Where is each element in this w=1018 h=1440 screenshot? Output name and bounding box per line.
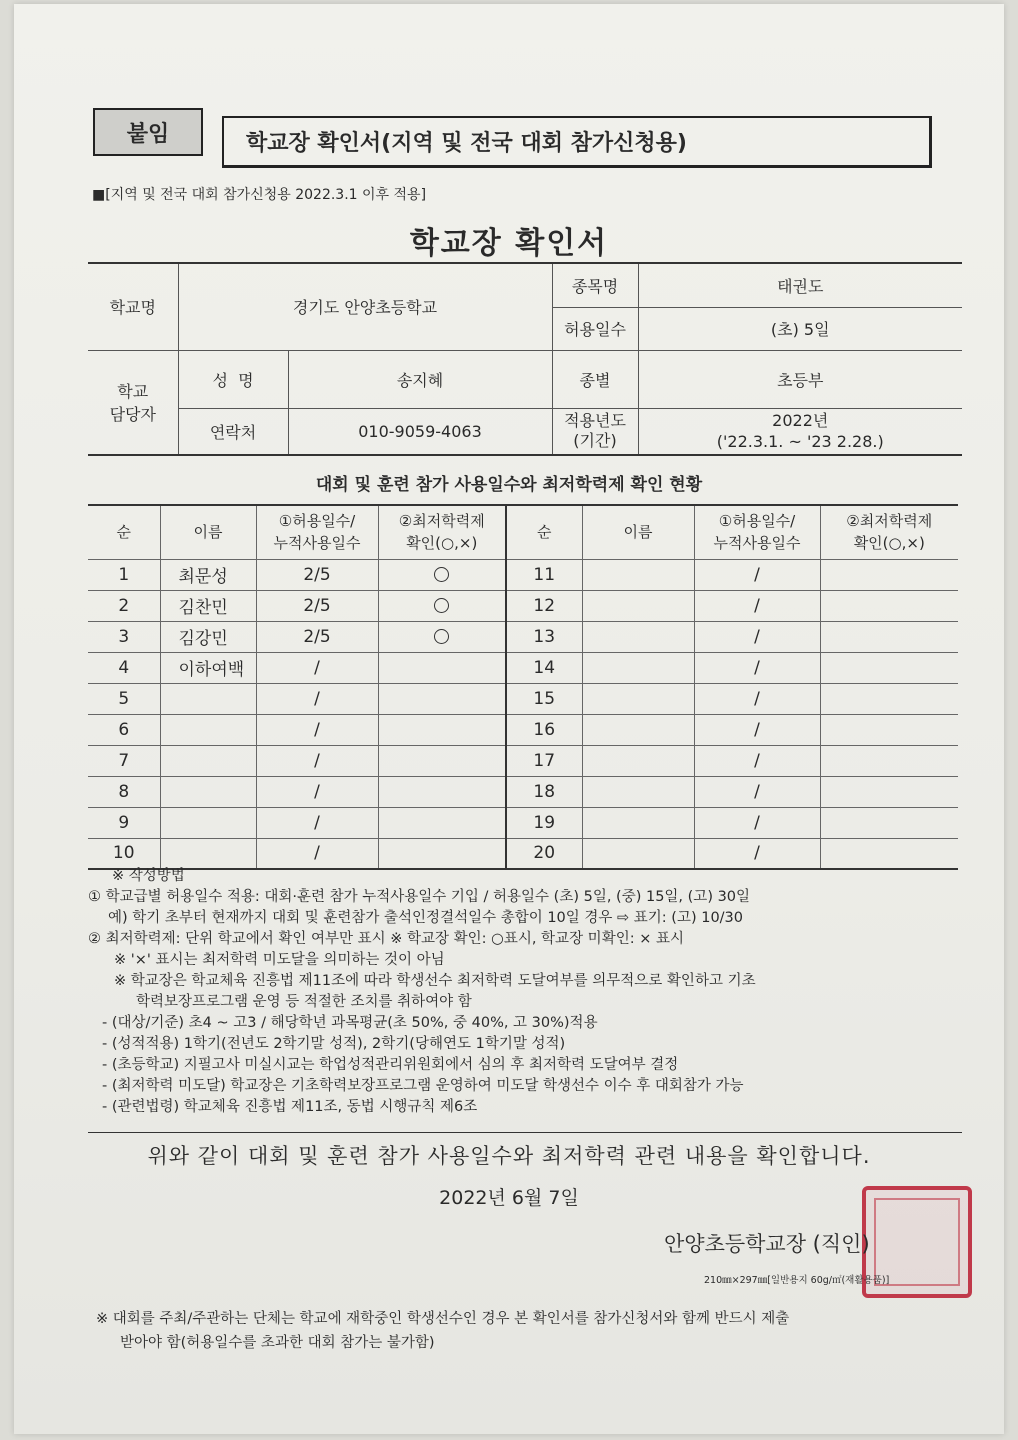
row-no: 3 [88, 621, 160, 652]
row-name: 최문성 [160, 559, 256, 590]
row-no: 6 [88, 714, 160, 745]
year-label-line1: 적용년도 [564, 411, 626, 431]
header-check-right-1: ②최저학력제 [846, 512, 933, 531]
manager-label-line2: 담당자 [109, 405, 156, 425]
row-check [820, 652, 958, 683]
row-days: / [256, 807, 378, 838]
manager-label [88, 350, 178, 455]
instruction-4b: 학력보장프로그램 운영 등 적절한 조치를 취하여야 함 [136, 994, 472, 1010]
row-days: / [694, 559, 820, 590]
row-days: / [694, 590, 820, 621]
instruction-4a: ※ 학교장은 학교체육 진흥법 제11조에 따라 학생선수 최저학력 도달여부를 의무적으로 확인하고 기초 [114, 973, 756, 989]
row-check [378, 745, 506, 776]
header-check-left-1: ②최저학력제 [398, 512, 485, 531]
row-no: 9 [88, 807, 160, 838]
principal-signature: 안양초등학교장 (직인) [664, 1232, 870, 1256]
row-days: / [694, 621, 820, 652]
divider [88, 1132, 962, 1133]
row-days: / [256, 838, 378, 869]
row-name [582, 590, 694, 621]
table-row [88, 745, 958, 776]
row-no: 19 [506, 807, 582, 838]
event-label: 종목명 [552, 263, 638, 307]
footer-note [96, 1307, 956, 1355]
paper-spec: 210㎜×297㎜[일반용지 60g/㎡(재활용품)] [704, 1275, 890, 1286]
row-check [378, 714, 506, 745]
header-check-left [378, 505, 506, 559]
header-no-right: 순 [506, 505, 582, 559]
detail-4: - (최저학력 미도달) 학교장은 기초학력보장프로그램 운영하여 미도달 학생선수 이수 후 대회참가 가능 [102, 1078, 744, 1094]
info-table [88, 262, 962, 456]
table-row [88, 559, 958, 590]
row-days: 2/5 [256, 621, 378, 652]
row-check [378, 683, 506, 714]
status-table [88, 504, 958, 870]
row-days: / [256, 745, 378, 776]
row-days: / [256, 714, 378, 745]
instruction-1b: 예) 학기 초부터 현재까지 대회 및 훈련참가 출석인정결석일수 총합이 10일 경우 ⇨ 표기: (고) 10/30 [108, 910, 744, 926]
header-days-left-2: 누적사용일수 [273, 534, 361, 553]
instructions-heading: ※ 작성방법 [112, 868, 185, 884]
row-check [378, 590, 506, 621]
header-days-right-1: ①허용일수/ [718, 512, 796, 531]
confirmation-statement: 위와 같이 대회 및 훈련 참가 사용일수와 최저학력 관련 내용을 확인합니다. [147, 1144, 871, 1168]
row-no: 8 [88, 776, 160, 807]
row-name [160, 807, 256, 838]
header-check-left-2: 확인(○,×) [406, 534, 478, 553]
row-no: 15 [506, 683, 582, 714]
footer-line1: ※ 대회를 주최/주관하는 단체는 학교에 재학중인 학생선수인 경우 본 확인서를 참가신청서와 함께 반드시 제출 [96, 1311, 790, 1327]
row-name [582, 714, 694, 745]
row-no: 13 [506, 621, 582, 652]
writing-instructions [88, 866, 968, 1118]
row-name [582, 838, 694, 869]
row-check [820, 714, 958, 745]
row-name [160, 776, 256, 807]
row-check [820, 745, 958, 776]
row-check [820, 807, 958, 838]
school-value: 경기도 안양초등학교 [178, 263, 552, 350]
row-name: 김강민 [160, 621, 256, 652]
row-no: 4 [88, 652, 160, 683]
header-name-left: 이름 [160, 505, 256, 559]
detail-2: - (성적적용) 1학기(전년도 2학기말 성적), 2학기(당해연도 1학기말 성적) [102, 1036, 566, 1052]
row-name [582, 776, 694, 807]
row-check [820, 776, 958, 807]
header-days-right-2: 누적사용일수 [713, 534, 801, 553]
row-check [820, 559, 958, 590]
row-check [820, 621, 958, 652]
row-check [378, 807, 506, 838]
name-label: 성 명 [178, 350, 288, 408]
row-no: 11 [506, 559, 582, 590]
row-check [820, 590, 958, 621]
row-no: 18 [506, 776, 582, 807]
row-days: / [256, 776, 378, 807]
header-no-left: 순 [88, 505, 160, 559]
row-no: 10 [88, 838, 160, 869]
manager-label-line1: 학교 [117, 382, 149, 402]
instruction-3: ※ '×' 표시는 최저학력 미도달을 의미하는 것이 아님 [114, 952, 445, 968]
row-name: 이하여백 [160, 652, 256, 683]
circle-check-icon [434, 598, 449, 613]
school-label: 학교명 [88, 263, 178, 350]
header-days-left-1: ①허용일수/ [278, 512, 356, 531]
detail-3: - (초등학교) 지필고사 미실시교는 학업성적관리위원회에서 심의 후 최저학력 도달여부 결정 [102, 1057, 679, 1073]
row-name [582, 807, 694, 838]
applicability-note: ■[지역 및 전국 대회 참가신청용 2022.3.1 이후 적용] [92, 187, 427, 203]
row-name [582, 683, 694, 714]
page-title: 학교장 확인서 [409, 226, 609, 261]
row-name [582, 559, 694, 590]
footer-line2: 받아야 함(허용일수를 초과한 대회 참가는 불가함) [120, 1335, 435, 1351]
row-name [160, 683, 256, 714]
table-row [88, 683, 958, 714]
year-label-line2: (기간) [573, 431, 617, 451]
header-check-right [820, 505, 958, 559]
row-days: / [694, 652, 820, 683]
row-days: 2/5 [256, 559, 378, 590]
row-days: 2/5 [256, 590, 378, 621]
year-label [552, 408, 638, 455]
row-check [378, 776, 506, 807]
header-check-right-2: 확인(○,×) [853, 534, 925, 553]
row-days: / [256, 683, 378, 714]
row-no: 7 [88, 745, 160, 776]
row-name [582, 621, 694, 652]
table-row [88, 621, 958, 652]
row-name [582, 652, 694, 683]
document-title-box: 학교장 확인서(지역 및 전국 대회 참가신청용) [222, 116, 932, 168]
year-value [638, 408, 962, 455]
row-no: 5 [88, 683, 160, 714]
row-days: / [694, 683, 820, 714]
instruction-2: ② 최저학력제: 단위 학교에서 확인 여부만 표시 ※ 학교장 확인: ○표시, 학교장 미확인: × 표시 [88, 931, 684, 947]
row-name [160, 714, 256, 745]
row-no: 20 [506, 838, 582, 869]
row-no: 14 [506, 652, 582, 683]
row-days: / [256, 652, 378, 683]
row-check [820, 838, 958, 869]
row-check [378, 559, 506, 590]
year-text: 2022년 [772, 411, 829, 431]
row-days: / [694, 776, 820, 807]
row-name [160, 838, 256, 869]
category-value: 초등부 [638, 350, 962, 408]
row-name [160, 745, 256, 776]
status-section-title: 대회 및 훈련 참가 사용일수와 최저학력제 확인 현황 [315, 475, 703, 495]
allowed-days-label: 허용일수 [552, 307, 638, 350]
table-row [88, 838, 958, 869]
attachment-tag: 붙임 [93, 108, 203, 156]
header-days-left [256, 505, 378, 559]
name-value: 송지혜 [288, 350, 552, 408]
detail-5: - (관련법령) 학교체육 진흥법 제11조, 동법 시행규칙 제6조 [102, 1099, 478, 1115]
table-row [88, 714, 958, 745]
row-name [582, 745, 694, 776]
period-text: ('22.3.1. ~ '23 2.28.) [716, 432, 884, 452]
table-row [88, 776, 958, 807]
detail-1: - (대상/기준) 초4 ~ 고3 / 해당학년 과목평균(초 50%, 중 40%, 고 30%)적용 [102, 1015, 598, 1031]
event-value: 태권도 [638, 263, 962, 307]
table-row [88, 652, 958, 683]
row-days: / [694, 838, 820, 869]
header-name-right: 이름 [582, 505, 694, 559]
row-no: 12 [506, 590, 582, 621]
row-no: 1 [88, 559, 160, 590]
row-check [820, 683, 958, 714]
row-name: 김찬민 [160, 590, 256, 621]
row-check [378, 838, 506, 869]
row-no: 16 [506, 714, 582, 745]
row-no: 17 [506, 745, 582, 776]
row-days: / [694, 714, 820, 745]
table-row [88, 807, 958, 838]
category-label: 종별 [552, 350, 638, 408]
row-days: / [694, 807, 820, 838]
contact-label: 연락처 [178, 408, 288, 455]
row-days: / [694, 745, 820, 776]
circle-check-icon [434, 567, 449, 582]
instruction-1a: ① 학교급별 허용일수 적용: 대회·훈련 참가 누적사용일수 기입 / 허용일수 (초) 5일, (중) 15일, (고) 30일 [88, 889, 751, 905]
issue-date: 2022년 6월 7일 [439, 1187, 579, 1209]
row-no: 2 [88, 590, 160, 621]
header-days-right [694, 505, 820, 559]
row-check [378, 621, 506, 652]
row-check [378, 652, 506, 683]
table-row [88, 590, 958, 621]
contact-value: 010-9059-4063 [288, 408, 552, 455]
allowed-days-value: (초) 5일 [638, 307, 962, 350]
circle-check-icon [434, 629, 449, 644]
